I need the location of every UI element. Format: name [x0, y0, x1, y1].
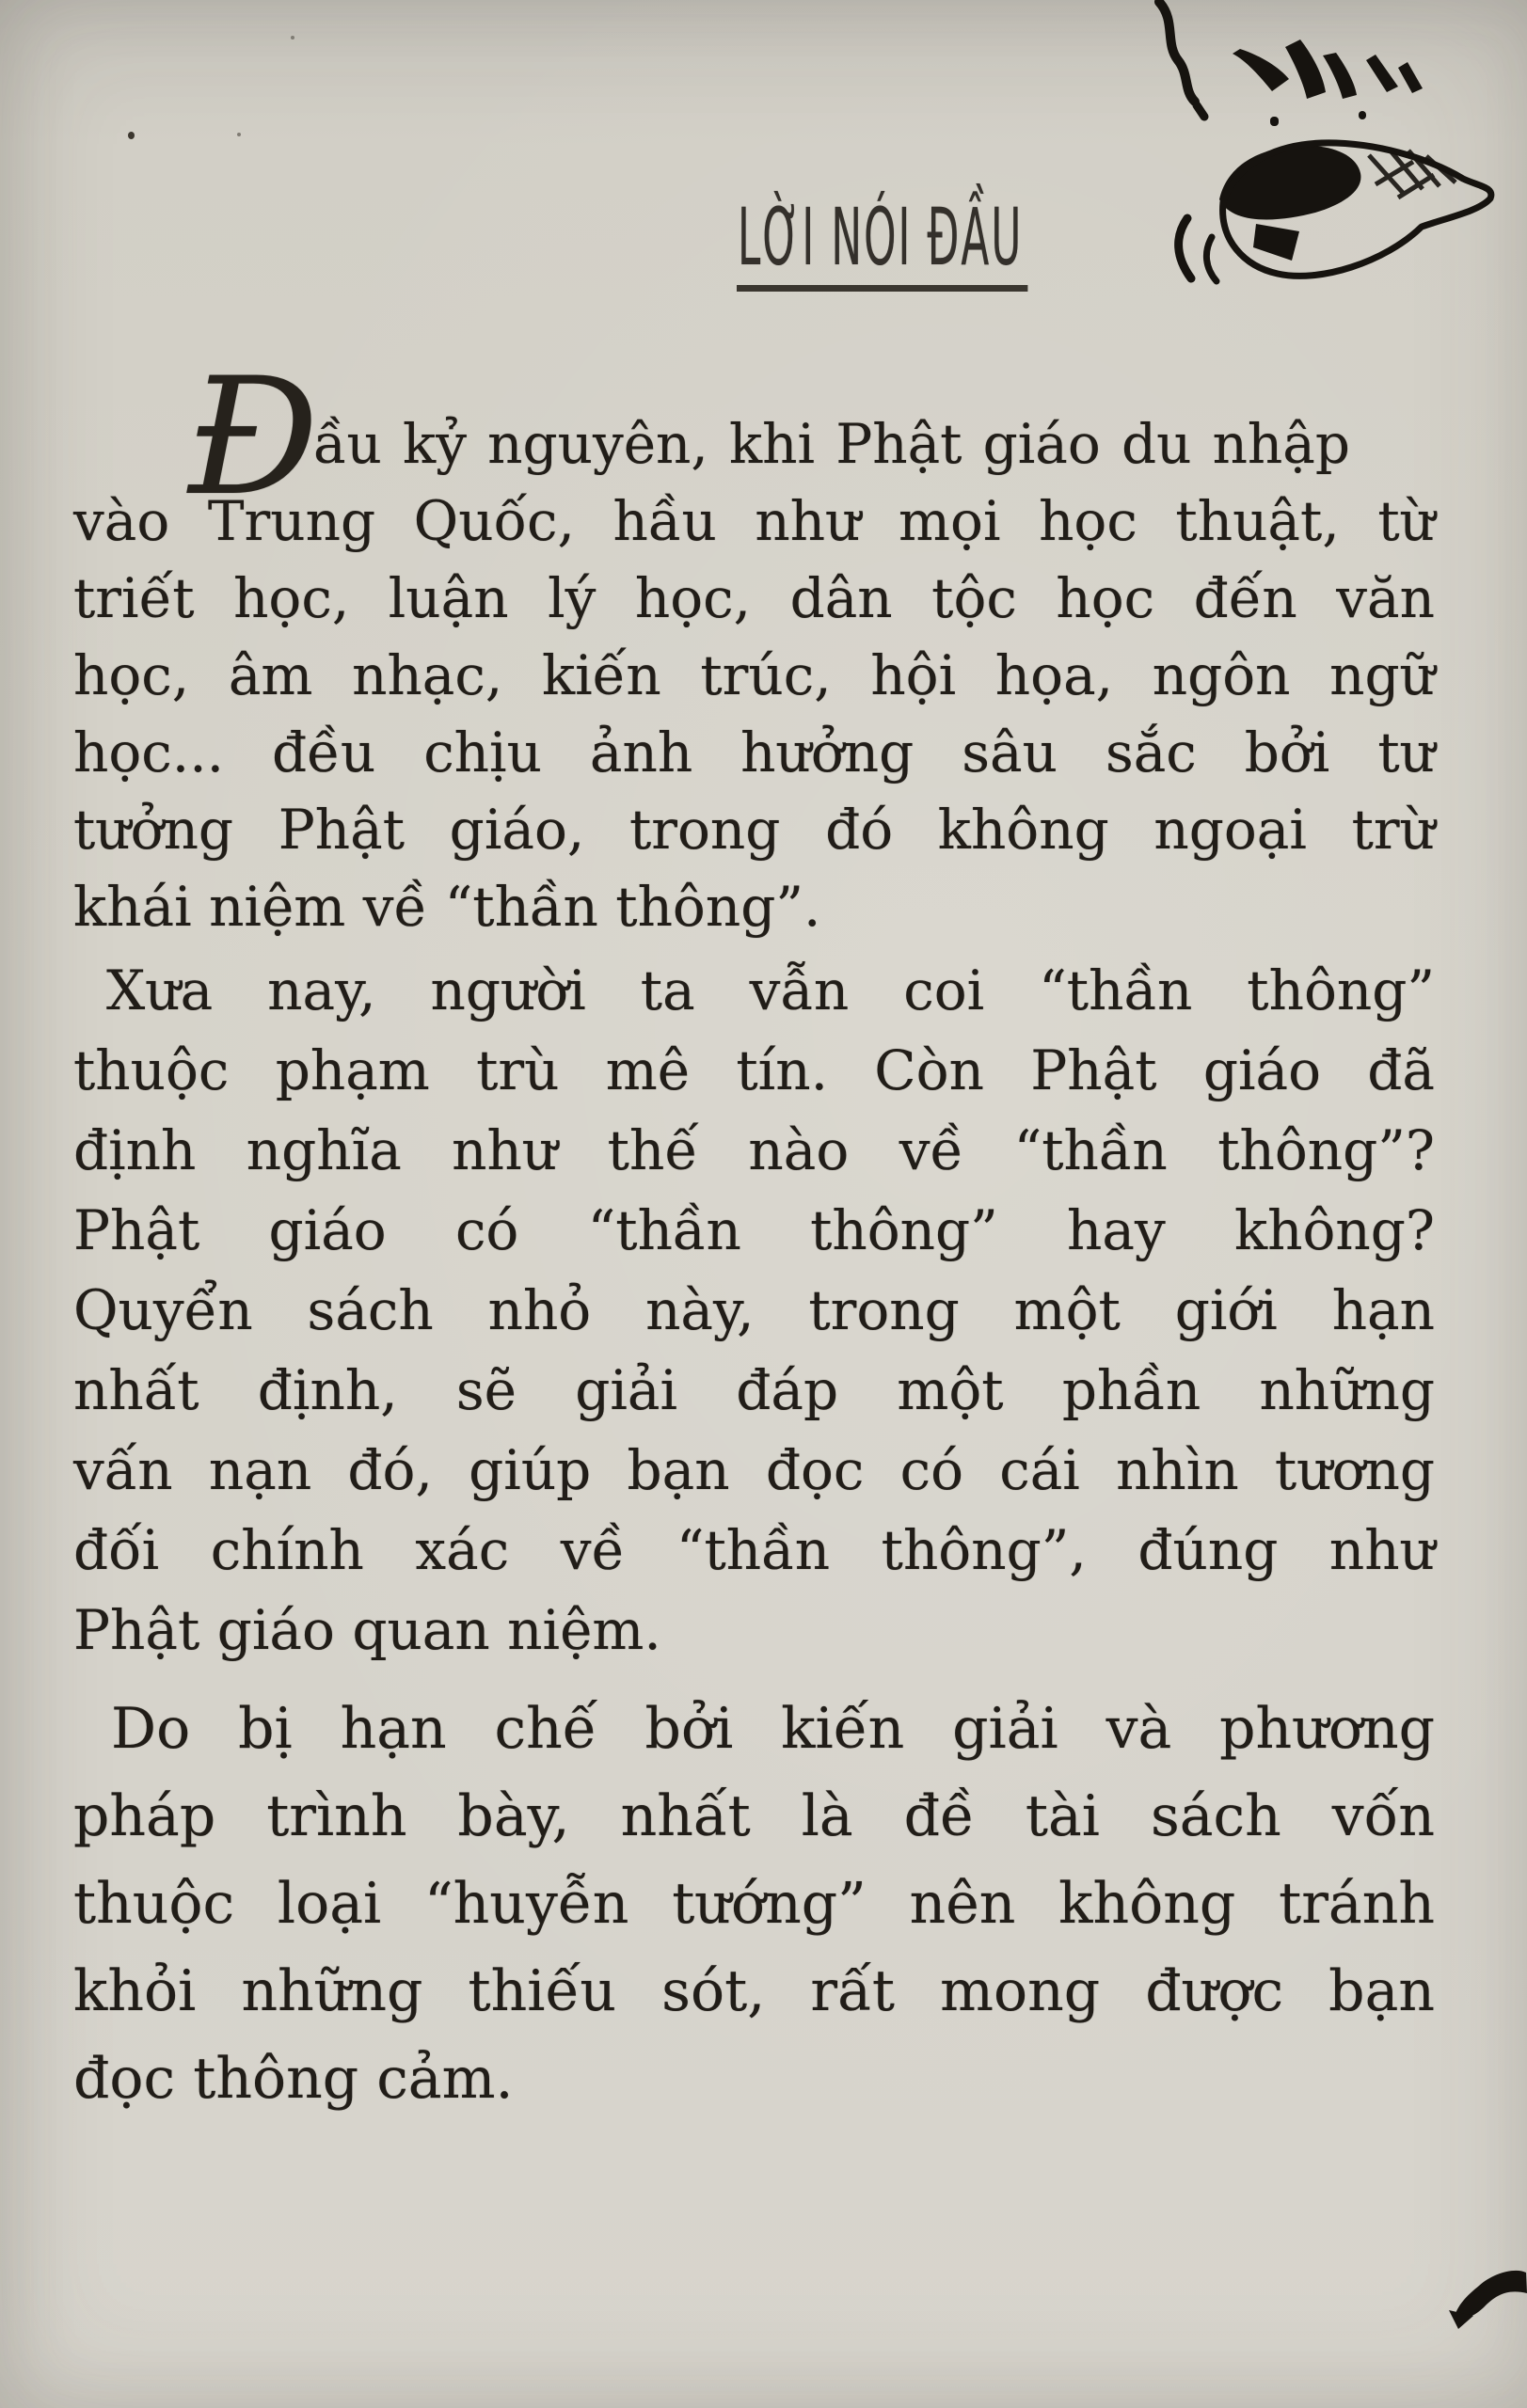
text-line: Phật giáo có “thần thông” hay không?: [73, 1198, 1435, 1262]
text-line: nhất định, sẽ giải đáp một phần những: [73, 1358, 1435, 1422]
drop-cap: Đ: [188, 342, 319, 531]
text-line: định nghĩa như thế nào về “thần thông”?: [73, 1118, 1435, 1182]
text-line: học... đều chịu ảnh hưởng sâu sắc bởi tư: [73, 721, 1435, 784]
text-line: tưởng Phật giáo, trong đó không ngoại trừ: [73, 798, 1435, 862]
ink-squiggle-mark-icon: [1447, 2261, 1527, 2348]
paragraph-2: [73, 951, 1435, 1671]
text-line: khỏi những thiếu sót, rất mong được bạn: [73, 1958, 1435, 2024]
paragraph-1: [73, 342, 1435, 945]
text-line: triết học, luận lý học, dân tộc học đến văn: [73, 566, 1435, 630]
paper-speck: [291, 36, 294, 40]
text-line: đối chính xác về “thần thông”, đúng như: [73, 1518, 1435, 1582]
text-line: Quyển sách nhỏ này, trong một giới hạn: [73, 1278, 1435, 1342]
text-line: khái niệm về “thần thông”.: [73, 875, 821, 939]
text-line: đọc thông cảm.: [73, 2046, 514, 2112]
page-title: [737, 191, 1296, 292]
text-line: thuộc phạm trù mê tín. Còn Phật giáo đã: [73, 1038, 1435, 1102]
page-title-text: LỜI NÓI ĐẦU: [737, 198, 1028, 292]
text-line: thuộc loại “huyễn tướng” nên không tránh: [73, 1871, 1435, 1937]
paragraph-3: [73, 1686, 1435, 2123]
text-line: vào Trung Quốc, hầu như mọi học thuật, từ: [73, 489, 1435, 553]
text-line: pháp trình bày, nhất là đề tài sách vốn: [73, 1783, 1435, 1849]
text-line: Phật giáo quan niệm.: [73, 1598, 661, 1662]
paper-speck: [237, 133, 241, 136]
text-line: Do bị hạn chế bởi kiến giải và phương: [111, 1696, 1435, 1762]
text-line: ầu kỷ nguyên, khi Phật giáo du nhập: [313, 412, 1350, 476]
text-line: Xưa nay, người ta vẫn coi “thần thông”: [106, 958, 1435, 1022]
paper-speck: [128, 132, 135, 139]
body-text: [73, 342, 1435, 2123]
text-line: học, âm nhạc, kiến trúc, hội họa, ngôn ngữ: [73, 643, 1435, 707]
text-line: vấn nạn đó, giúp bạn đọc có cái nhìn tương: [73, 1438, 1435, 1502]
